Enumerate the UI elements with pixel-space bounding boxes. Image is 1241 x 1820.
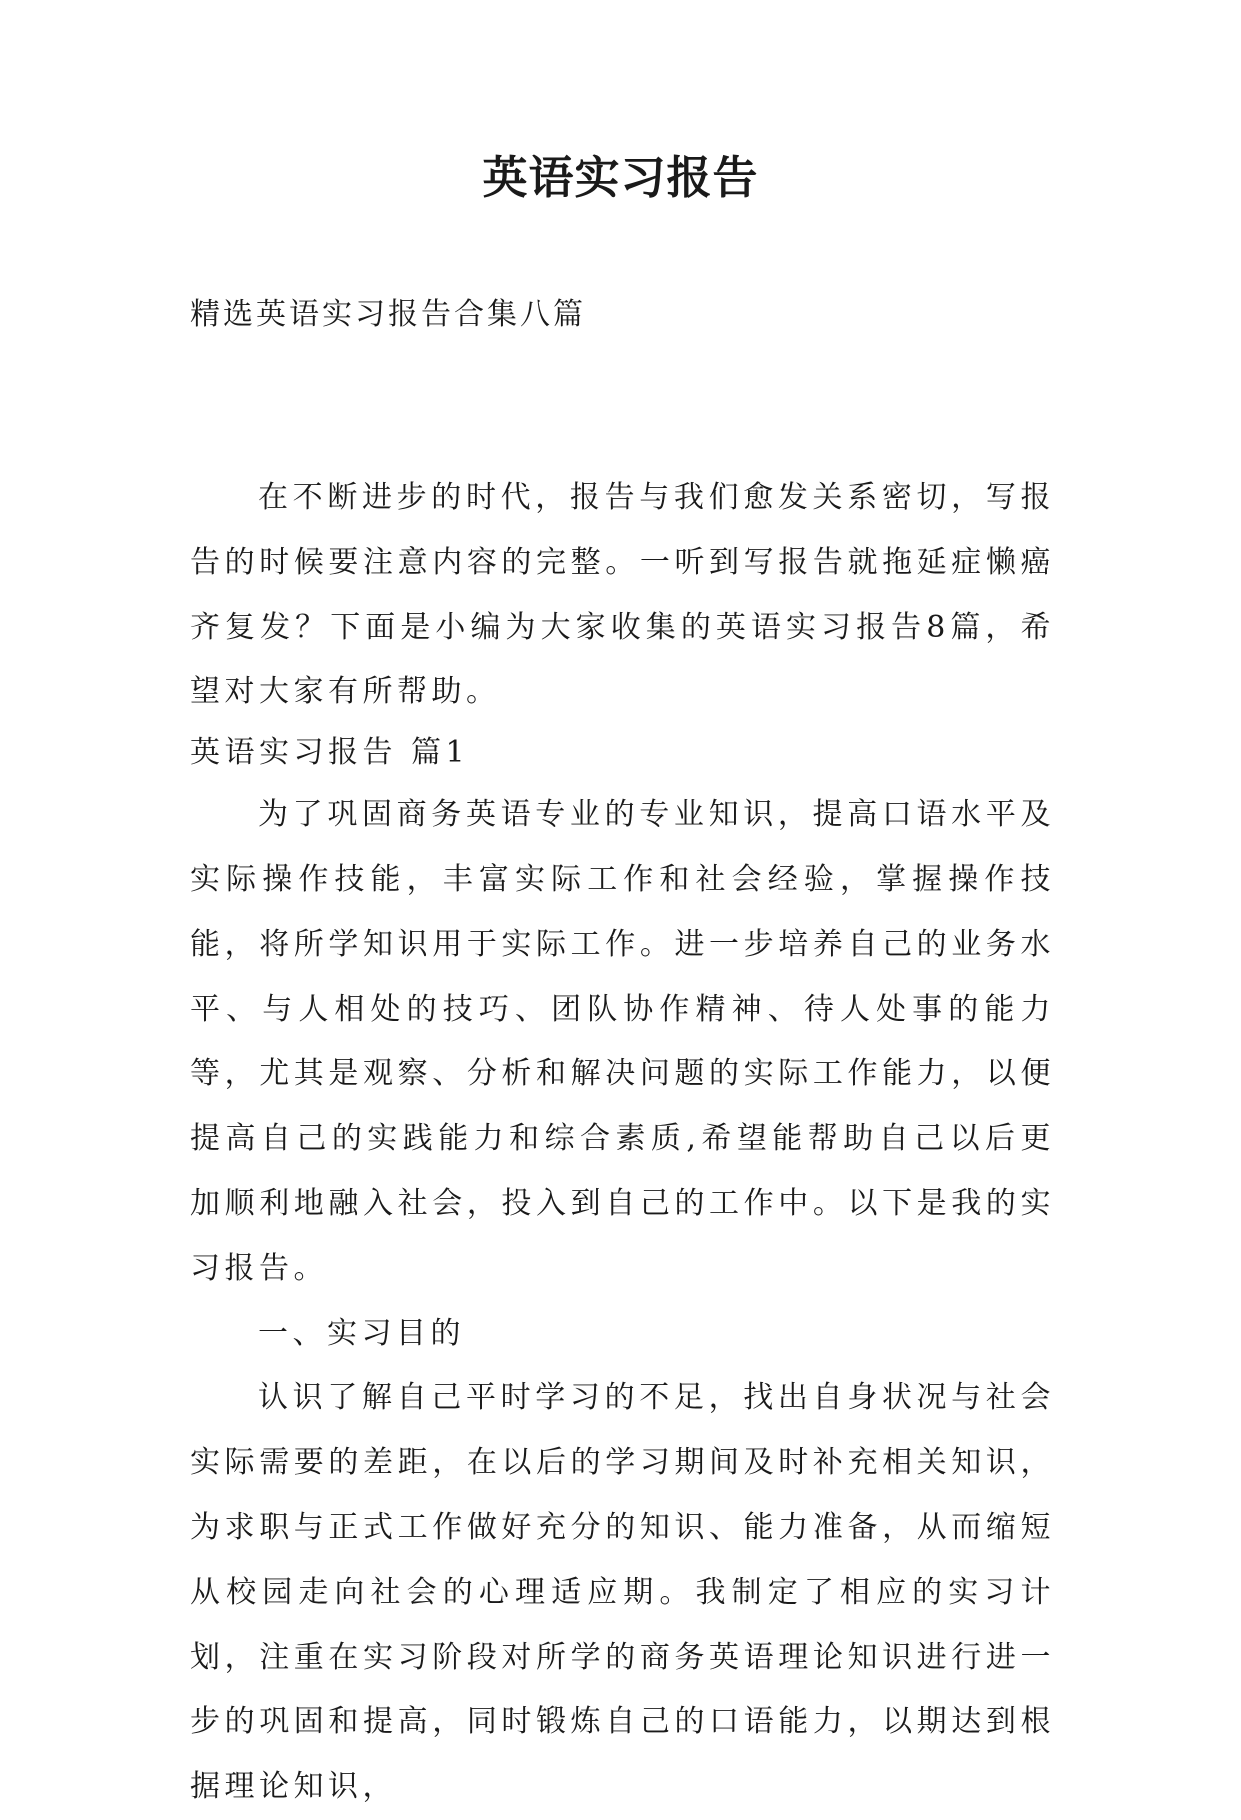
intro-paragraph: 在不断进步的时代，报告与我们愈发关系密切，写报告的时候要注意内容的完整。一听到写报告就拖延症懒癌齐复发？下面是小编为大家收集的英语实习报告8篇，希望对大家有所帮助。 (190, 480, 1055, 710)
section-heading: 英语实习报告 篇1 (190, 735, 470, 771)
document-title: 英语实习报告 (482, 151, 759, 204)
body-paragraph: 认识了解自己平时学习的不足，找出自身状况与社会实际需要的差距，在以后的学习期间及时补充相关知识，为求职与正式工作做好充分的知识、能力准备，从而缩短从校园走向社会的心理适应期。我制定了相应的实习计划，注重在实习阶段对所学的商务英语理论知识进行进一步的巩固和提高，同时锻炼自己的口语能力，以期达到根据理论知识， (190, 1380, 1055, 1805)
body-paragraph: 为了巩固商务英语专业的专业知识，提高口语水平及实际操作技能，丰富实际工作和社会经验，掌握操作技能，将所学知识用于实际工作。进一步培养自己的业务水平、与人相处的技巧、团队协作精神、待人处事的能力等，尤其是观察、分析和解决问题的实际工作能力，以便提高自己的实践能力和综合素质,希望能帮助自己以后更加顺利地融入社会，投入到自己的工作中。以下是我的实习报告。 (190, 797, 1055, 1286)
document-subtitle: 精选英语实习报告合集八篇 (190, 297, 586, 332)
document-body (190, 466, 1055, 1820)
subsection-heading: 一、实习目的 (258, 1315, 465, 1351)
